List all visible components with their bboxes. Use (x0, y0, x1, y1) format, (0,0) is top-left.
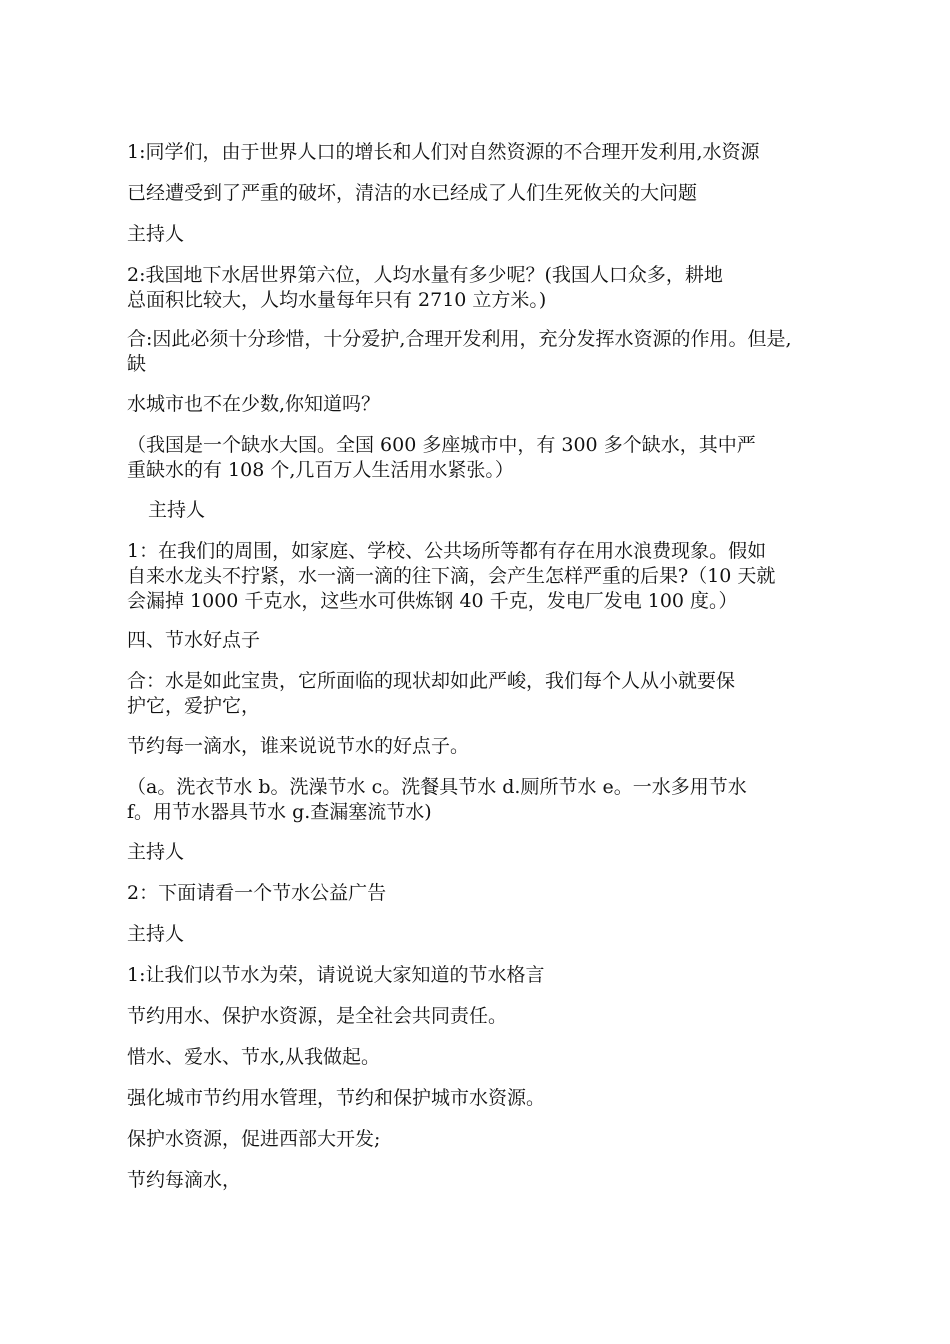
text-line: 节约用水、保护水资源，是全社会共同责任。 (127, 1005, 508, 1027)
text-line: 主持人 (127, 841, 185, 863)
paragraph-cherish (127, 327, 827, 377)
text-line: 合:因此必须十分珍惜，十分爱护,合理开发利用，充分发挥水资源的作用。但是, (127, 328, 792, 350)
text-line: 水城市也不在少数,你知道吗？ (127, 393, 381, 415)
text-line: （a。洗衣节水 b。洗澡节水 c。洗餐具节水 d.厕所节水 e。一水多用节水 (127, 776, 747, 798)
motto-item (127, 1168, 827, 1193)
motto-item (127, 1045, 827, 1070)
speaker-label (148, 498, 848, 523)
paragraph-intro-2 (127, 181, 827, 206)
text-line: 合：水是如此宝贵，它所面临的现状却如此严峻，我们每个人从小就要保 (127, 670, 736, 692)
section-heading (127, 628, 827, 653)
text-line: 惜水、爱水、节水,从我做起。 (127, 1046, 381, 1068)
speaker-label (127, 922, 827, 947)
paragraph-mottos-intro (127, 963, 827, 988)
text-line: 1：在我们的周围，如家庭、学校、公共场所等都有存在用水浪费现象。假如 (127, 540, 767, 562)
speaker-label (127, 840, 827, 865)
text-line: 1:让我们以节水为荣，请说说大家知道的节水格言 (127, 964, 545, 986)
motto-item (127, 1004, 827, 1029)
paragraph-intro-1 (127, 140, 827, 165)
text-line: 2:我国地下水居世界第六位，人均水量有多少呢？(我国人口众多，耕地 (127, 264, 723, 286)
text-line: 2：下面请看一个节水公益广告 (127, 882, 387, 904)
text-line: 节约每一滴水，谁来说说节水的好点子。 (127, 735, 470, 757)
text-line: （我国是一个缺水大国。全国 600 多座城市中，有 300 多个缺水，其中严 (127, 434, 756, 456)
text-line: 护它，爱护它， (127, 695, 261, 717)
text-line: 总面积比较大，人均水量每年只有 2710 立方米。) (127, 289, 547, 311)
paragraph-ideas-list (127, 775, 827, 825)
text-line: 自来水龙头不拧紧，水一滴一滴的往下滴，会产生怎样严重的后果?（10 天就 (127, 565, 776, 587)
text-line: 四、节水好点子 (127, 629, 261, 651)
motto-item (127, 1086, 827, 1111)
text-line: 保护水资源，促进西部大开发; (127, 1128, 381, 1150)
paragraph-ideas (127, 734, 827, 759)
paragraph-waste (127, 539, 827, 614)
text-line: 会漏掉 1000 千克水，这些水可供炼钢 40 千克，发电厂发电 100 度。） (127, 590, 738, 612)
paragraph-groundwater (127, 263, 827, 313)
text-line: 1:同学们，由于世界人口的增长和人们对自然资源的不合理开发利用,水资源 (127, 141, 760, 163)
text-line: 强化城市节约用水管理，节约和保护城市水资源。 (127, 1087, 546, 1109)
text-line: 缺 (127, 353, 147, 375)
paragraph-ad (127, 881, 827, 906)
text-line: 主持人 (148, 499, 206, 521)
text-line: 主持人 (127, 223, 185, 245)
text-line: 已经遭受到了严重的破坏，清洁的水已经成了人们生死攸关的大问题 (127, 182, 698, 204)
motto-item (127, 1127, 827, 1152)
text-line: 节约每滴水， (127, 1169, 242, 1191)
paragraph-cities (127, 392, 827, 417)
text-line: 主持人 (127, 923, 185, 945)
paragraph-protect (127, 669, 827, 719)
text-line: f。用节水器具节水 g.查漏塞流节水) (127, 801, 432, 823)
paragraph-shortage (127, 433, 827, 483)
text-line: 重缺水的有 108 个,几百万人生活用水紧张。） (127, 459, 514, 481)
speaker-label (127, 222, 827, 247)
